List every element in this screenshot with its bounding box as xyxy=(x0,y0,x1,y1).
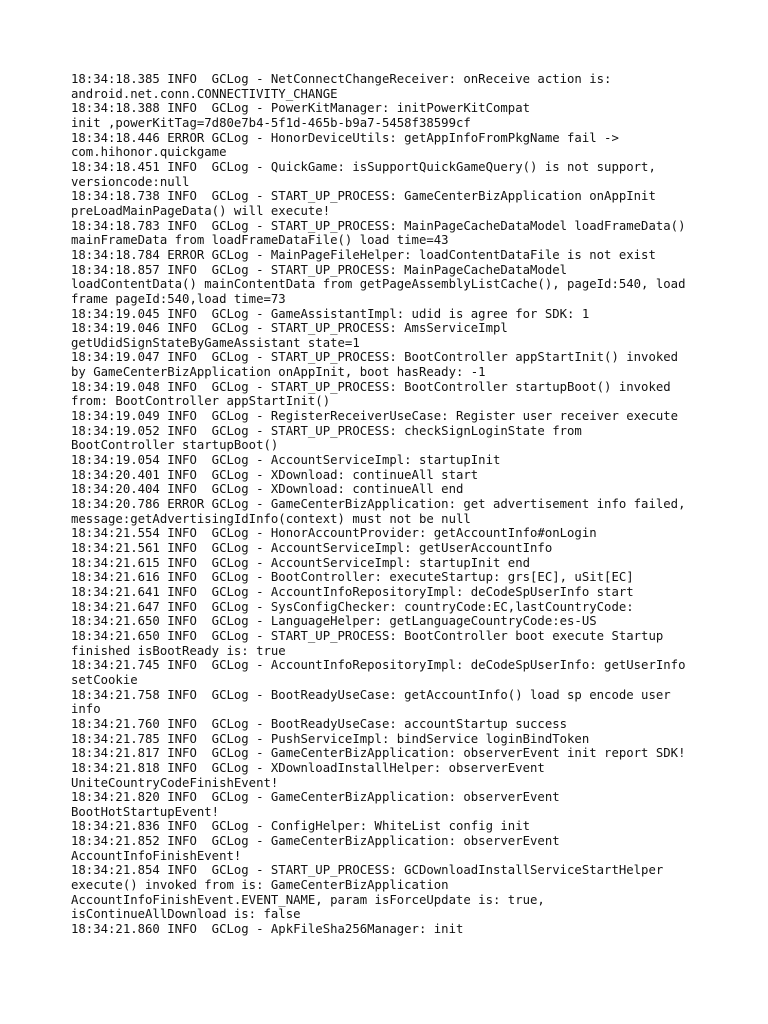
log-line: 18:34:21.650 INFO GCLog - START_UP_PROCESS: BootController boot execute Startup xyxy=(71,628,664,643)
log-line: 18:34:19.048 INFO GCLog - START_UP_PROCESS: BootController startupBoot() invoked xyxy=(71,379,671,394)
log-line: android.net.conn.CONNECTIVITY_CHANGE xyxy=(71,86,338,101)
log-line: 18:34:21.852 INFO GCLog - GameCenterBizApplication: observerEvent xyxy=(71,834,560,849)
log-line: 18:34:21.760 INFO GCLog - BootReadyUseCase: accountStartup success xyxy=(71,716,568,731)
log-line: 18:34:20.786 ERROR GCLog - GameCenterBizApplication: get advertisement info failed, xyxy=(71,497,686,512)
log-line: BootController startupBoot() xyxy=(71,438,279,453)
log-line: AccountInfoFinishEvent! xyxy=(71,848,242,863)
log-line: message:getAdvertisingIdInfo(context) must not be null xyxy=(71,511,471,526)
log-line: 18:34:18.783 INFO GCLog - START_UP_PROCESS: MainPageCacheDataModel loadFrameData() xyxy=(71,218,686,233)
log-line: AccountInfoFinishEvent.EVENT_NAME, param isForceUpdate is: true, xyxy=(71,892,545,907)
log-line: 18:34:19.046 INFO GCLog - START_UP_PROCESS: AmsServiceImpl xyxy=(71,321,508,336)
log-line: isContinueAllDownload is: false xyxy=(71,907,301,922)
log-line: 18:34:18.784 ERROR GCLog - MainPageFileHelper: loadContentDataFile is not exist xyxy=(71,247,656,262)
log-line: from: BootController appStartInit() xyxy=(71,394,331,409)
log-line: 18:34:21.818 INFO GCLog - XDownloadInstallHelper: observerEvent xyxy=(71,760,545,775)
log-line: 18:34:21.745 INFO GCLog - AccountInfoRepositoryImpl: deCodeSpUserInfo: getUserInfo xyxy=(71,658,686,673)
log-line: versioncode:null xyxy=(71,174,190,189)
log-line: 18:34:18.857 INFO GCLog - START_UP_PROCESS: MainPageCacheDataModel xyxy=(71,262,568,277)
log-line: 18:34:18.451 INFO GCLog - QuickGame: isSupportQuickGameQuery() is not support, xyxy=(71,159,656,174)
log-line: 18:34:21.616 INFO GCLog - BootController: executeStartup: grs[EC], uSit[EC] xyxy=(71,570,634,585)
log-line: com.hihonor.quickgame xyxy=(71,145,227,160)
log-line: 18:34:21.854 INFO GCLog - START_UP_PROCESS: GCDownloadInstallServiceStartHelper xyxy=(71,863,664,878)
log-line: 18:34:20.401 INFO GCLog - XDownload: continueAll start xyxy=(71,467,479,482)
log-line: 18:34:19.047 INFO GCLog - START_UP_PROCESS: BootController appStartInit() invoked xyxy=(71,350,679,365)
log-line: UniteCountryCodeFinishEvent! xyxy=(71,775,279,790)
log-line: init ,powerKitTag=7d80e7b4-5f1d-465b-b9a7-5458f38599cf xyxy=(71,115,471,130)
log-line: 18:34:21.561 INFO GCLog - AccountServiceImpl: getUserAccountInfo xyxy=(71,541,553,555)
log-line: 18:34:20.404 INFO GCLog - XDownload: continueAll end xyxy=(71,482,464,497)
log-line: 18:34:21.836 INFO GCLog - ConfigHelper: WhiteList config init xyxy=(71,819,531,834)
log-line: 18:34:19.052 INFO GCLog - START_UP_PROCESS: checkSignLoginState from xyxy=(71,423,582,438)
log-line: 18:34:19.049 INFO GCLog - RegisterReceiverUseCase: Register user receiver execute xyxy=(71,409,679,424)
log-line: 18:34:18.385 INFO GCLog - NetConnectChangeReceiver: onReceive action is: xyxy=(71,72,612,86)
log-line: getUdidSignStateByGameAssistant state=1 xyxy=(71,335,360,350)
log-line: execute() invoked from is: GameCenterBizApplication xyxy=(71,878,449,893)
log-line: 18:34:21.615 INFO GCLog - AccountServiceImpl: startupInit end xyxy=(71,555,531,570)
log-line: 18:34:21.641 INFO GCLog - AccountInfoRepositoryImpl: deCodeSpUserInfo start xyxy=(71,584,634,599)
log-line: preLoadMainPageData() will execute! xyxy=(71,203,331,218)
log-line: 18:34:19.054 INFO GCLog - AccountServiceImpl: startupInit xyxy=(71,453,501,468)
log-line: finished isBootReady is: true xyxy=(71,643,286,658)
log-line: 18:34:21.785 INFO GCLog - PushServiceImpl: bindService loginBindToken xyxy=(71,731,590,746)
log-line: BootHotStartupEvent! xyxy=(71,804,220,819)
log-line: 18:34:19.045 INFO GCLog - GameAssistantImpl: udid is agree for SDK: 1 xyxy=(71,306,590,321)
log-line: loadContentData() mainContentData from getPageAssemblyListCache(), pageId:540, load xyxy=(71,277,686,292)
log-line: 18:34:21.820 INFO GCLog - GameCenterBizApplication: observerEvent xyxy=(71,790,560,805)
log-line: 18:34:18.738 INFO GCLog - START_UP_PROCESS: GameCenterBizApplication onAppInit xyxy=(71,189,656,204)
log-line: 18:34:21.650 INFO GCLog - LanguageHelper: getLanguageCountryCode:es-US xyxy=(71,614,597,629)
log-line: 18:34:21.647 INFO GCLog - SysConfigChecker: countryCode:EC,lastCountryCode: xyxy=(71,599,634,614)
log-line: mainFrameData from loadFrameDataFile() load time=43 xyxy=(71,233,449,248)
log-line: by GameCenterBizApplication onAppInit, boot hasReady: -1 xyxy=(71,365,486,380)
log-line: 18:34:21.817 INFO GCLog - GameCenterBizApplication: observerEvent init report SDK! xyxy=(71,746,686,761)
log-line: 18:34:18.388 INFO GCLog - PowerKitManager: initPowerKitCompat xyxy=(71,101,531,116)
log-line: 18:34:21.554 INFO GCLog - HonorAccountProvider: getAccountInfo#onLogin xyxy=(71,526,597,541)
log-line: info xyxy=(71,702,101,717)
log-text-body xyxy=(71,72,711,937)
log-line: setCookie xyxy=(71,672,138,687)
log-line: 18:34:21.758 INFO GCLog - BootReadyUseCase: getAccountInfo() load sp encode user xyxy=(71,687,671,702)
log-line: 18:34:21.860 INFO GCLog - ApkFileSha256Manager: init xyxy=(71,922,464,937)
log-line: 18:34:18.446 ERROR GCLog - HonorDeviceUtils: getAppInfoFromPkgName fail -> xyxy=(71,130,619,145)
log-line: frame pageId:540,load time=73 xyxy=(71,291,286,306)
